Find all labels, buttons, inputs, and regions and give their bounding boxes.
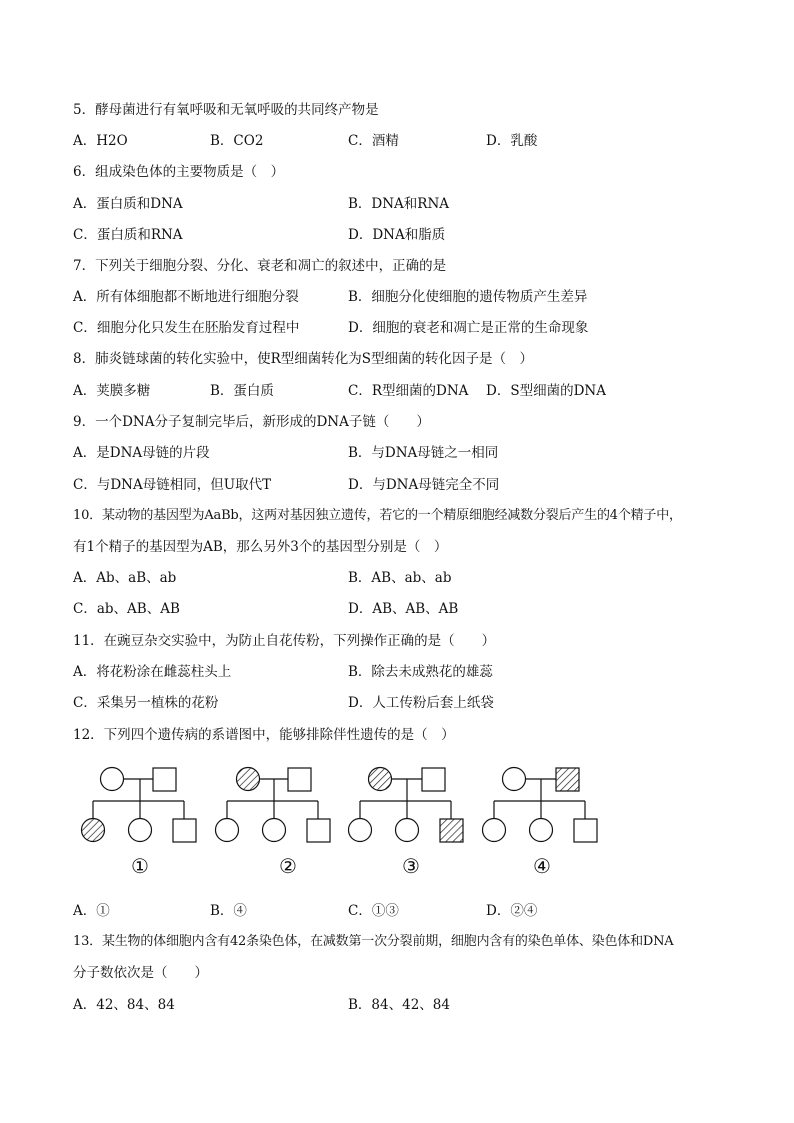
pedigree-4-daughter-2: [530, 819, 553, 842]
question-5-stem: 5．酵母菌进行有氧呼吸和无氧呼吸的共同终产物是: [73, 102, 379, 118]
question-5-option-a: A．H2O: [73, 133, 128, 149]
question-8-stem: 8．肺炎链球菌的转化实验中，使R型细菌转化为S型细菌的转化因子是（ ）: [73, 351, 534, 367]
question-11-option-c: C．采集另一植株的花粉: [73, 695, 219, 711]
pedigree-1-father: [153, 768, 176, 791]
question-12-stem: 12．下列四个遗传病的系谱图中，能够排除伴性遗传的是（ ）: [73, 727, 455, 743]
pedigree-3-daughter-1: [349, 819, 372, 842]
question-9-option-a: A．是DNA母链的片段: [73, 445, 210, 461]
pedigree-1: [82, 768, 197, 843]
question-5-option-c: C．酒精: [348, 133, 399, 149]
question-10-option-b: B．AB、ab、ab: [348, 570, 452, 586]
question-11-option-a: A．将花粉涂在雌蕊柱头上: [73, 664, 232, 680]
question-10-stem-line-1: 10．某动物的基因型为AaBb，这两对基因独立遗传，若它的一个精原细胞经减数分裂后产生的4个精子中，: [73, 508, 682, 523]
pedigree-1-affected-daughter: [82, 819, 105, 842]
pedigree-2: [216, 768, 331, 843]
question-6-option-d: D．DNA和脂质: [348, 227, 446, 243]
question-6-option-b: B．DNA和RNA: [348, 196, 450, 212]
pedigree-4-affected-father: [556, 768, 579, 791]
question-12-option-d: D．②④: [486, 903, 538, 919]
pedigree-3-affected-mother: [369, 768, 392, 791]
pedigree-1-mother: [101, 768, 124, 791]
question-12-option-a: A．①: [73, 903, 110, 919]
pedigree-3-number: ③: [402, 854, 420, 878]
question-13-stem-line-2: 分子数依次是（ ）: [73, 965, 208, 981]
question-7-option-b: B．细胞分化使细胞的遗传物质产生差异: [348, 289, 588, 305]
pedigree-4-son: [574, 819, 597, 842]
question-10-option-c: C．ab、AB、AB: [73, 601, 180, 617]
pedigree-2-number: ②: [279, 854, 297, 878]
question-8-option-b: B．蛋白质: [210, 383, 274, 399]
pedigree-2-son: [307, 819, 330, 842]
question-9-option-c: C．与DNA母链相同，但U取代T: [73, 477, 272, 493]
question-7-option-d: D．细胞的衰老和凋亡是正常的生命现象: [348, 320, 589, 336]
question-7-option-a: A．所有体细胞都不断地进行细胞分裂: [73, 289, 299, 305]
pedigree-3: [349, 768, 464, 843]
question-8-option-c: C．R型细菌的DNA: [348, 383, 469, 399]
question-6-stem: 6．组成染色体的主要物质是（ ）: [73, 164, 285, 180]
pedigree-4-number: ④: [533, 854, 551, 878]
question-6-option-c: C．蛋白质和RNA: [73, 227, 183, 243]
pedigree-1-number: ①: [131, 854, 149, 878]
pedigree-2-father: [288, 768, 311, 791]
question-11-stem: 11．在豌豆杂交实验中，为防止自花传粉，下列操作正确的是（ ）: [73, 633, 496, 649]
question-12-option-c: C．①③: [348, 903, 399, 919]
question-13-option-a: A．42、84、84: [73, 997, 175, 1013]
question-10-option-d: D．AB、AB、AB: [348, 601, 459, 617]
question-9-option-b: B．与DNA母链之一相同: [348, 445, 499, 461]
pedigree-1-son: [173, 819, 196, 842]
pedigree-2-daughter-2: [263, 819, 286, 842]
question-13-stem-line-1: 13．某生物的体细胞内含有42条染色体，在减数第一次分裂前期，细胞内含有的染色单体、染色体和DNA: [73, 934, 674, 949]
question-6-option-a: A．蛋白质和DNA: [73, 196, 183, 212]
pedigree-4-mother: [503, 768, 526, 791]
question-13-option-b: B．84、42、84: [348, 997, 450, 1013]
question-9-stem: 9．一个DNA分子复制完毕后，新形成的DNA子链（ ）: [73, 414, 430, 430]
question-10-stem-line-2: 有1个精子的基因型为AB，那么另外3个的基因型分别是（ ）: [73, 539, 448, 555]
question-5-option-b: B．CO2: [210, 133, 264, 149]
question-8-option-a: A．荚膜多糖: [73, 383, 151, 399]
pedigree-2-affected-mother: [237, 768, 260, 791]
question-12-option-b: B．④: [210, 903, 247, 919]
pedigree-3-affected-son: [440, 819, 463, 842]
question-7-option-c: C．细胞分化只发生在胚胎发育过程中: [73, 320, 300, 336]
question-9-option-d: D．与DNA母链完全不同: [348, 477, 500, 493]
pedigree-3-father: [422, 768, 445, 791]
pedigree-2-daughter-1: [216, 819, 239, 842]
pedigree-1-daughter: [129, 819, 152, 842]
pedigree-3-daughter-2: [396, 819, 419, 842]
question-11-option-b: B．除去未成熟花的雄蕊: [348, 664, 493, 680]
question-11-option-d: D．人工传粉后套上纸袋: [348, 695, 494, 711]
question-7-stem: 7．下列关于细胞分裂、分化、衰老和凋亡的叙述中，正确的是: [73, 258, 447, 274]
question-10-option-a: A．Ab、aB、ab: [73, 570, 177, 586]
pedigree-4: [483, 768, 598, 843]
question-5-option-d: D．乳酸: [486, 133, 538, 149]
question-8-option-d: D．S型细菌的DNA: [486, 383, 606, 399]
pedigree-4-daughter-1: [483, 819, 506, 842]
